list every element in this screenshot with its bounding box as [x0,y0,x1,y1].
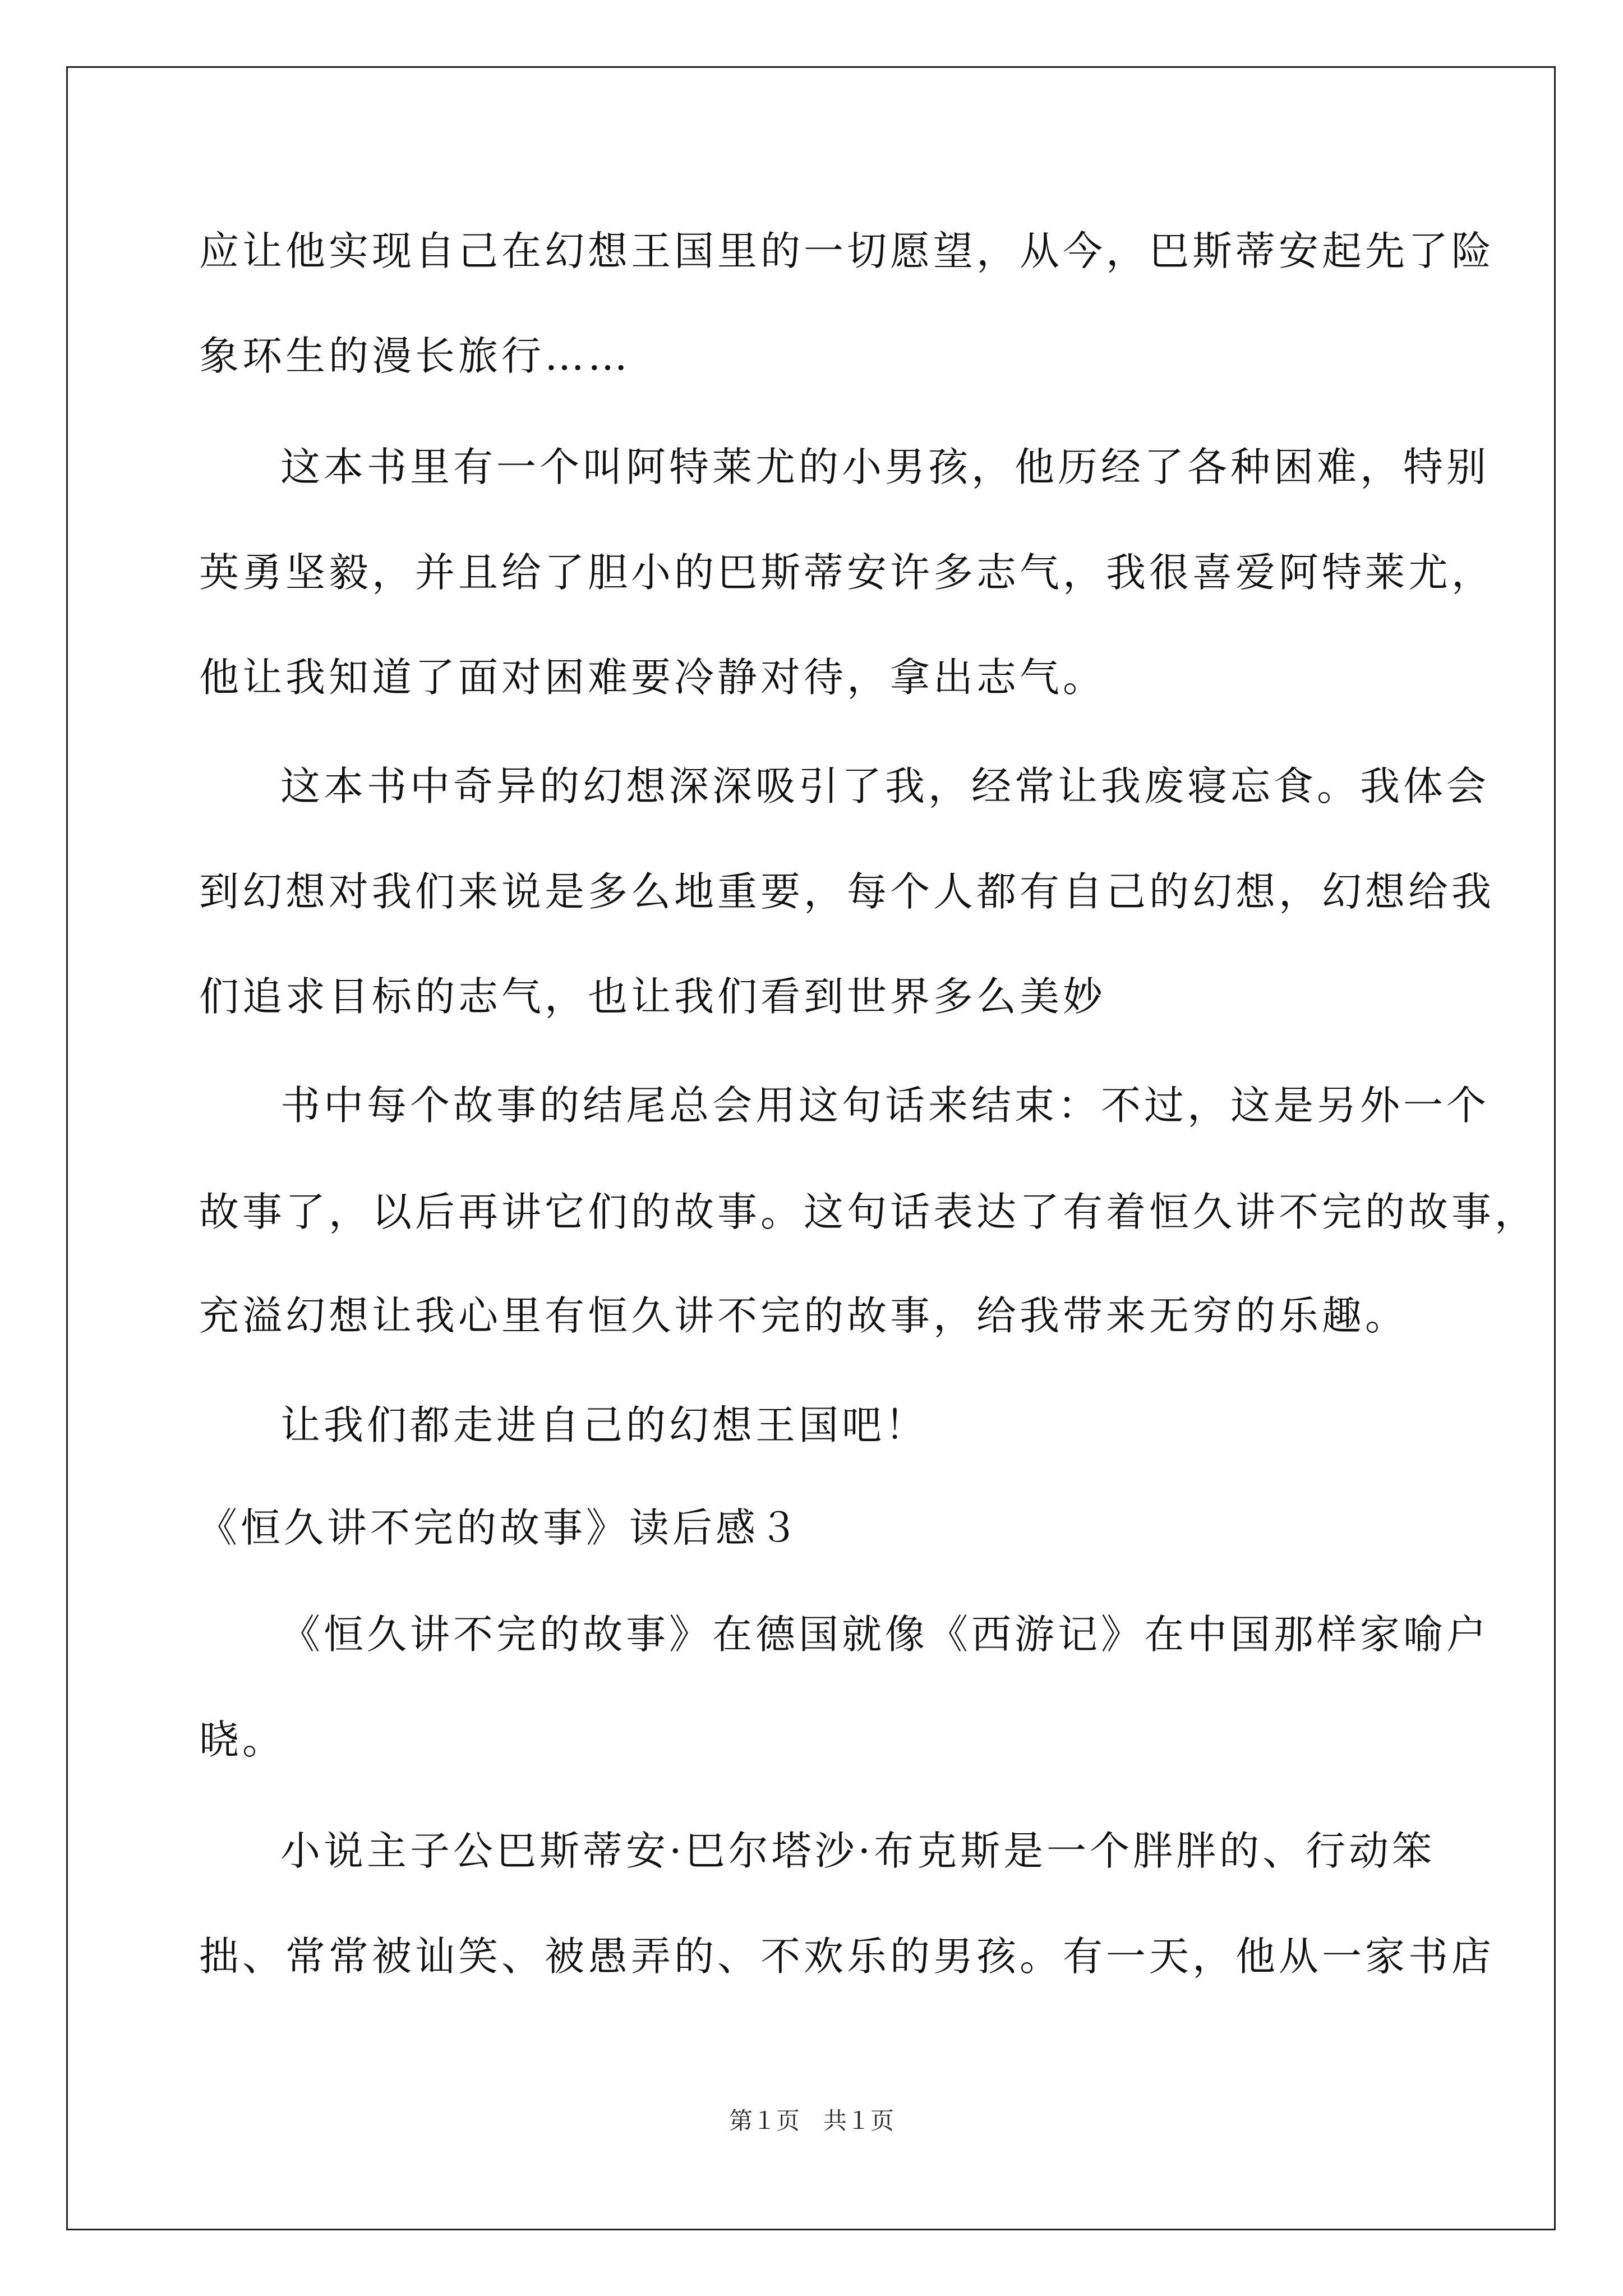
section-heading: 《恒久讲不完的故事》读后感３ [197,1504,803,1551]
paragraph-start-line: 让我们都走进自己的幻想王国吧！ [280,1402,929,1448]
body-text-line: 充溢幻想让我心里有恒久讲不完的故事，给我带来无穷的乐趣。 [199,1292,1409,1339]
paragraph-start-line: 小说主子公巴斯蒂安·巴尔塔沙·布克斯是一个胖胖的、行动笨 [280,1828,1436,1874]
body-text-line: 故事了，以后再讲它们的故事。这句话表达了有着恒久讲不完的故事， [199,1189,1538,1235]
paragraph-start-line: 这本书里有一个叫阿特莱尤的小男孩，他历经了各种困难，特别 [280,444,1490,490]
paragraph-start-line: 《恒久讲不完的故事》在德国就像《西游记》在中国那样家喻户 [280,1611,1490,1658]
body-text-line: 到幻想对我们来说是多么地重要，每个人都有自己的幻想，幻想给我 [199,868,1495,915]
page-number-footer: 第１页 共１页 [728,2107,894,2134]
page-border [66,66,1556,2230]
body-text-line: 象环生的漫长旅行…… [199,333,631,379]
body-text-line: 们追求目标的志气，也让我们看到世界多么美妙 [199,973,1106,1020]
paragraph-start-line: 这本书中奇异的幻想深深吸引了我，经常让我废寝忘食。我体会 [280,763,1490,809]
body-text-line: 他让我知道了面对困难要冷静对待，拿出志气。 [199,654,1106,701]
paragraph-start-line: 书中每个故事的结尾总会用这句话来结束：不过，这是另外一个 [280,1082,1490,1129]
body-text-line: 英勇坚毅，并且给了胆小的巴斯蒂安许多志气，我很喜爱阿特莱尤， [199,549,1495,596]
body-text-line: 拙、常常被讪笑、被愚弄的、不欢乐的男孩。有一天，他从一家书店 [199,1933,1495,1980]
body-text-line: 应让他实现自己在幻想王国里的一切愿望，从今，巴斯蒂安起先了险 [199,228,1495,274]
body-text-line: 晓。 [199,1717,286,1763]
